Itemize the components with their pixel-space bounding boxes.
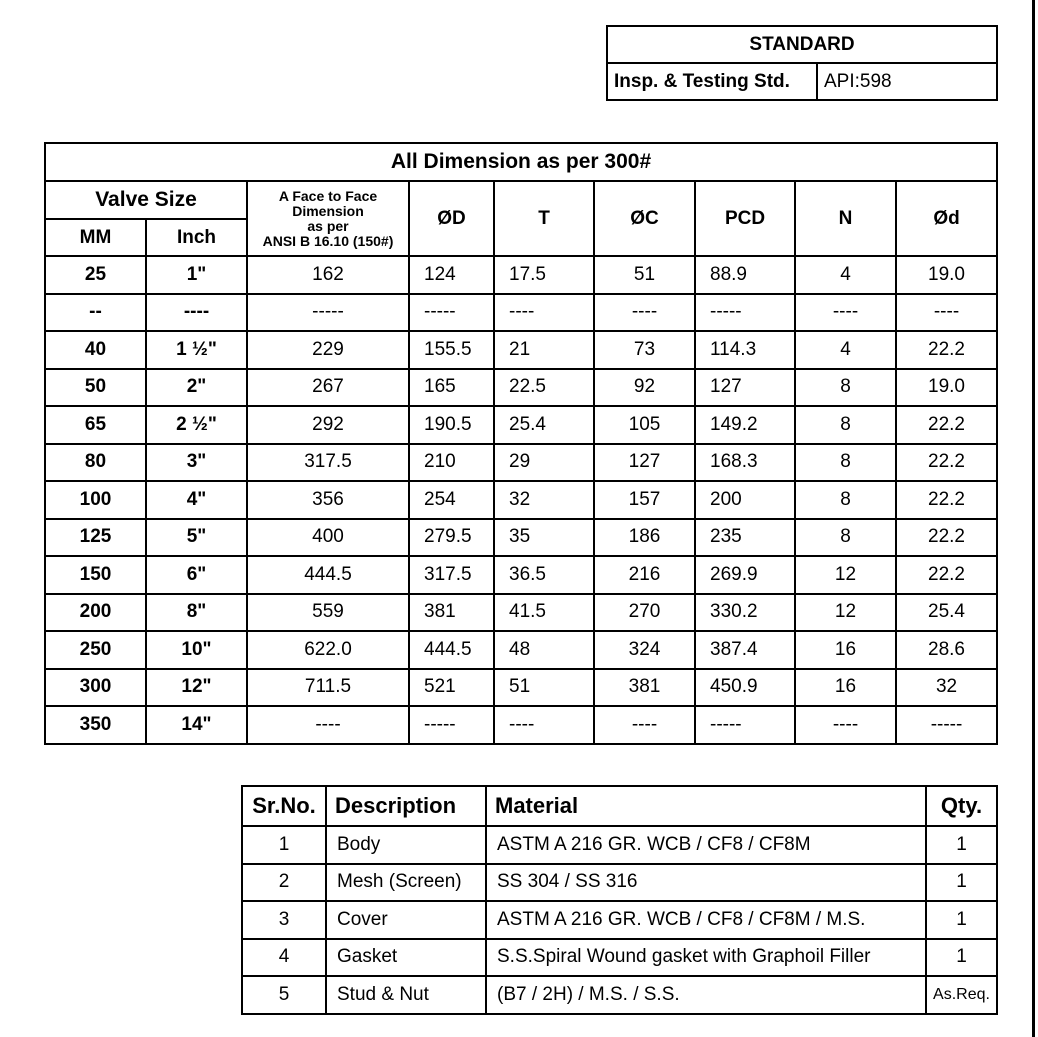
cell-od: ----- xyxy=(409,294,494,332)
cell-inch: 1 ½" xyxy=(146,331,247,369)
cell-inch: 2 ½" xyxy=(146,406,247,444)
cell-bolt-d: ----- xyxy=(896,706,997,744)
dimension-table xyxy=(44,142,998,745)
cell-oc: 127 xyxy=(594,444,695,482)
parts-cell-qty: 1 xyxy=(926,826,997,864)
cell-n: 8 xyxy=(795,406,896,444)
parts-cell-description: Mesh (Screen) xyxy=(326,864,486,902)
dimension-row xyxy=(45,519,997,557)
cell-n: 8 xyxy=(795,519,896,557)
cell-inch: 12" xyxy=(146,669,247,707)
cell-n: ---- xyxy=(795,706,896,744)
cell-inch: 8" xyxy=(146,594,247,632)
parts-cell-material: ASTM A 216 GR. WCB / CF8 / CF8M / M.S. xyxy=(486,901,926,939)
parts-cell-srno: 5 xyxy=(242,976,326,1014)
face-to-face-line-4: ANSI B 16.10 (150#) xyxy=(262,232,394,249)
cell-n: 16 xyxy=(795,631,896,669)
cell-inch: 1" xyxy=(146,256,247,294)
cell-od: ----- xyxy=(409,706,494,744)
cell-pcd: 235 xyxy=(695,519,795,557)
dimension-title: All Dimension as per 300# xyxy=(45,143,997,181)
cell-mm: 350 xyxy=(45,706,146,744)
cell-pcd: ----- xyxy=(695,294,795,332)
cell-t: 29 xyxy=(494,444,594,482)
cell-t: 48 xyxy=(494,631,594,669)
dimension-row xyxy=(45,556,997,594)
cell-pcd: 127 xyxy=(695,369,795,407)
parts-cell-description: Gasket xyxy=(326,939,486,977)
cell-od: 124 xyxy=(409,256,494,294)
parts-row xyxy=(242,976,997,1014)
face-to-face-line-2: Dimension xyxy=(292,202,364,219)
dimension-row xyxy=(45,331,997,369)
parts-cell-srno: 2 xyxy=(242,864,326,902)
cell-oc: 270 xyxy=(594,594,695,632)
cell-oc: 324 xyxy=(594,631,695,669)
cell-od: 381 xyxy=(409,594,494,632)
parts-cell-description: Stud & Nut xyxy=(326,976,486,1014)
cell-oc: 216 xyxy=(594,556,695,594)
cell-mm: 65 xyxy=(45,406,146,444)
cell-mm: 300 xyxy=(45,669,146,707)
cell-t: ---- xyxy=(494,294,594,332)
cell-face-to-face: 317.5 xyxy=(247,444,409,482)
cell-face-to-face: 622.0 xyxy=(247,631,409,669)
dimension-row xyxy=(45,594,997,632)
cell-bolt-d: 22.2 xyxy=(896,444,997,482)
parts-cell-srno: 4 xyxy=(242,939,326,977)
cell-n: 16 xyxy=(795,669,896,707)
cell-bolt-d: 32 xyxy=(896,669,997,707)
cell-pcd: 450.9 xyxy=(695,669,795,707)
cell-od: 317.5 xyxy=(409,556,494,594)
cell-n: ---- xyxy=(795,294,896,332)
cell-face-to-face: ----- xyxy=(247,294,409,332)
cell-n: 8 xyxy=(795,444,896,482)
cell-t: 25.4 xyxy=(494,406,594,444)
cell-oc: 381 xyxy=(594,669,695,707)
col-header-t: T xyxy=(494,181,594,256)
cell-inch: 10" xyxy=(146,631,247,669)
cell-bolt-d: 28.6 xyxy=(896,631,997,669)
cell-n: 12 xyxy=(795,594,896,632)
cell-t: 35 xyxy=(494,519,594,557)
cell-t: 17.5 xyxy=(494,256,594,294)
cell-oc: 157 xyxy=(594,481,695,519)
cell-mm: 200 xyxy=(45,594,146,632)
page-border-line xyxy=(1032,0,1035,1037)
parts-row xyxy=(242,939,997,977)
cell-face-to-face: 292 xyxy=(247,406,409,444)
cell-mm: 25 xyxy=(45,256,146,294)
mm-header: MM xyxy=(45,219,146,256)
cell-oc: ---- xyxy=(594,706,695,744)
cell-mm: 150 xyxy=(45,556,146,594)
cell-pcd: 114.3 xyxy=(695,331,795,369)
cell-bolt-d: 22.2 xyxy=(896,519,997,557)
cell-n: 4 xyxy=(795,331,896,369)
cell-mm: 250 xyxy=(45,631,146,669)
cell-face-to-face: 711.5 xyxy=(247,669,409,707)
face-to-face-header xyxy=(247,181,409,256)
cell-pcd: 200 xyxy=(695,481,795,519)
parts-row xyxy=(242,864,997,902)
cell-od: 155.5 xyxy=(409,331,494,369)
parts-cell-qty: 1 xyxy=(926,939,997,977)
cell-oc: 105 xyxy=(594,406,695,444)
cell-bolt-d: 22.2 xyxy=(896,406,997,444)
cell-pcd: 269.9 xyxy=(695,556,795,594)
cell-mm: 40 xyxy=(45,331,146,369)
dimension-row xyxy=(45,294,997,332)
cell-inch: 5" xyxy=(146,519,247,557)
inch-header: Inch xyxy=(146,219,247,256)
parts-header-srno: Sr.No. xyxy=(242,786,326,826)
dimension-row xyxy=(45,256,997,294)
standard-value: API:598 xyxy=(817,63,997,100)
cell-t: 21 xyxy=(494,331,594,369)
cell-face-to-face: 162 xyxy=(247,256,409,294)
cell-t: 36.5 xyxy=(494,556,594,594)
dimension-row xyxy=(45,369,997,407)
cell-pcd: 88.9 xyxy=(695,256,795,294)
cell-od: 254 xyxy=(409,481,494,519)
dimension-row xyxy=(45,631,997,669)
cell-n: 12 xyxy=(795,556,896,594)
parts-cell-srno: 1 xyxy=(242,826,326,864)
dimension-row xyxy=(45,406,997,444)
cell-face-to-face: 229 xyxy=(247,331,409,369)
cell-n: 8 xyxy=(795,369,896,407)
cell-t: 22.5 xyxy=(494,369,594,407)
standard-table xyxy=(606,25,998,101)
cell-inch: 14" xyxy=(146,706,247,744)
cell-inch: 4" xyxy=(146,481,247,519)
cell-face-to-face: 267 xyxy=(247,369,409,407)
cell-mm: -- xyxy=(45,294,146,332)
cell-bolt-d: ---- xyxy=(896,294,997,332)
cell-inch: 3" xyxy=(146,444,247,482)
cell-bolt-d: 22.2 xyxy=(896,481,997,519)
cell-od: 521 xyxy=(409,669,494,707)
standard-label: Insp. & Testing Std. xyxy=(607,63,817,100)
valve-size-header: Valve Size xyxy=(45,181,247,219)
cell-bolt-d: 22.2 xyxy=(896,556,997,594)
cell-face-to-face: 559 xyxy=(247,594,409,632)
cell-face-to-face: ---- xyxy=(247,706,409,744)
cell-pcd: 387.4 xyxy=(695,631,795,669)
col-header-od: ØD xyxy=(409,181,494,256)
parts-header-description: Description xyxy=(326,786,486,826)
parts-cell-material: SS 304 / SS 316 xyxy=(486,864,926,902)
col-header-bolt-d: Ød xyxy=(896,181,997,256)
col-header-n: N xyxy=(795,181,896,256)
cell-mm: 125 xyxy=(45,519,146,557)
cell-face-to-face: 356 xyxy=(247,481,409,519)
cell-od: 444.5 xyxy=(409,631,494,669)
parts-row xyxy=(242,901,997,939)
cell-inch: 6" xyxy=(146,556,247,594)
cell-bolt-d: 25.4 xyxy=(896,594,997,632)
parts-table xyxy=(241,785,998,1015)
parts-header-material: Material xyxy=(486,786,926,826)
cell-od: 165 xyxy=(409,369,494,407)
cell-oc: ---- xyxy=(594,294,695,332)
cell-pcd: 330.2 xyxy=(695,594,795,632)
parts-cell-qty: 1 xyxy=(926,864,997,902)
parts-cell-material: (B7 / 2H) / M.S. / S.S. xyxy=(486,976,926,1014)
cell-od: 279.5 xyxy=(409,519,494,557)
parts-cell-material: ASTM A 216 GR. WCB / CF8 / CF8M xyxy=(486,826,926,864)
dimension-row xyxy=(45,444,997,482)
cell-t: 51 xyxy=(494,669,594,707)
col-header-oc: ØC xyxy=(594,181,695,256)
cell-oc: 186 xyxy=(594,519,695,557)
dimension-row xyxy=(45,706,997,744)
parts-cell-qty: As.Req. xyxy=(926,976,997,1014)
cell-pcd: 168.3 xyxy=(695,444,795,482)
cell-od: 190.5 xyxy=(409,406,494,444)
cell-oc: 73 xyxy=(594,331,695,369)
cell-mm: 100 xyxy=(45,481,146,519)
parts-cell-srno: 3 xyxy=(242,901,326,939)
col-header-pcd: PCD xyxy=(695,181,795,256)
cell-mm: 50 xyxy=(45,369,146,407)
cell-oc: 51 xyxy=(594,256,695,294)
cell-pcd: ----- xyxy=(695,706,795,744)
cell-face-to-face: 400 xyxy=(247,519,409,557)
cell-bolt-d: 22.2 xyxy=(896,331,997,369)
face-to-face-line-1: A Face to Face xyxy=(278,187,378,204)
cell-t: 32 xyxy=(494,481,594,519)
parts-cell-material: S.S.Spiral Wound gasket with Graphoil Filler xyxy=(486,939,926,977)
cell-face-to-face: 444.5 xyxy=(247,556,409,594)
cell-od: 210 xyxy=(409,444,494,482)
cell-oc: 92 xyxy=(594,369,695,407)
parts-cell-qty: 1 xyxy=(926,901,997,939)
dimension-row xyxy=(45,481,997,519)
dimension-row xyxy=(45,669,997,707)
cell-pcd: 149.2 xyxy=(695,406,795,444)
parts-cell-description: Cover xyxy=(326,901,486,939)
parts-cell-description: Body xyxy=(326,826,486,864)
cell-inch: 2" xyxy=(146,369,247,407)
cell-mm: 80 xyxy=(45,444,146,482)
parts-row xyxy=(242,826,997,864)
cell-t: 41.5 xyxy=(494,594,594,632)
cell-bolt-d: 19.0 xyxy=(896,369,997,407)
cell-n: 4 xyxy=(795,256,896,294)
cell-n: 8 xyxy=(795,481,896,519)
parts-header-qty: Qty. xyxy=(926,786,997,826)
cell-t: ---- xyxy=(494,706,594,744)
cell-bolt-d: 19.0 xyxy=(896,256,997,294)
face-to-face-line-3: as per xyxy=(307,217,349,234)
cell-inch: ---- xyxy=(146,294,247,332)
standard-title: STANDARD xyxy=(607,26,997,63)
